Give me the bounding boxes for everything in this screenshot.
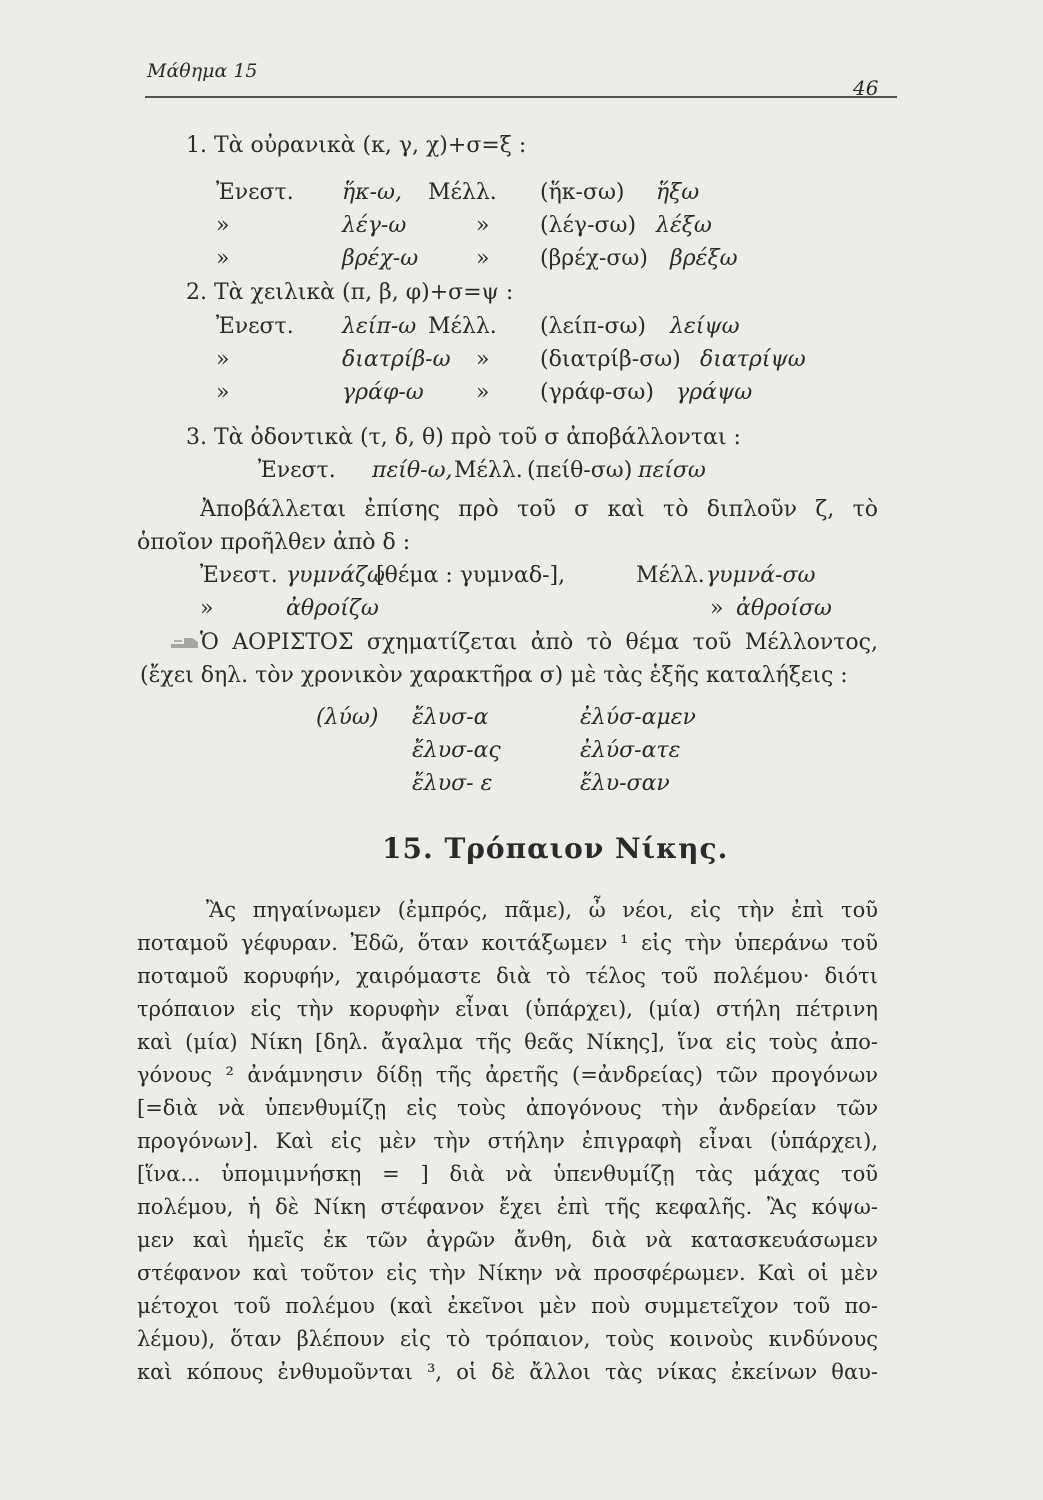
aorist-form: ἔλυσ- ε <box>412 771 493 796</box>
note-line: ὁποῖον προῆλθεν ἀπὸ δ : <box>137 530 411 555</box>
running-header: Μάθημα 15 <box>147 60 258 82</box>
table-cell: Μέλλ. <box>428 314 497 339</box>
passage-line: γόνους ² ἀνάμνησιν δίδῃ τῆς ἀρετῆς (=ἀνδρείας) τῶν προγόνων <box>137 1063 878 1087</box>
passage-line: προγόνων]. Καὶ εἰς μὲν τὴν στήλην ἐπιγραφὴ εἶναι (ὑπάρχει), <box>137 1129 878 1153</box>
table-cell: διατρίβ-ω <box>342 347 451 372</box>
passage-line: στέφανον καὶ τοῦτον εἰς τὴν Νίκην νὰ προσφέρωμεν. Καὶ οἱ μὲν <box>137 1261 878 1285</box>
table-cell: διατρίψω <box>700 347 806 372</box>
passage-line: μέτοχοι τοῦ πολέμου (καὶ ἐκεῖνοι μὲν ποὺ συμμετεῖχον τοῦ πο- <box>137 1294 878 1318</box>
table-cell: Μέλλ. <box>454 458 523 483</box>
pointing-hand-icon <box>170 632 200 652</box>
section-heading-2: 2. Τὰ χειλικὰ (π, β, φ)+σ=ψ : <box>186 280 514 305</box>
aorist-form: ἐλύσ-ατε <box>580 738 681 763</box>
table-cell: » <box>476 380 490 405</box>
header-rule <box>145 96 897 98</box>
passage-line: Ἂς πηγαίνωμεν (ἐμπρός, πᾶμε), ὦ νέοι, εἰς τὴν ἐπὶ τοῦ <box>206 898 878 922</box>
aorist-form: ἐλύσ-αμεν <box>580 705 696 730</box>
table-cell: Ἐνεστ. <box>216 180 294 205</box>
table-cell: (λέγ-σω) <box>540 213 637 238</box>
table-cell: πείθ-ω, <box>372 458 453 483</box>
passage-line: καὶ κόπους ἐνθυμοῦνται ³, οἱ δὲ ἄλλοι τὰς νίκας ἐκείνων θαυ- <box>137 1360 878 1384</box>
passage-line: καὶ (μία) Νίκη [δηλ. ἄγαλμα τῆς θεᾶς Νίκης], ἵνα εἰς τοὺς ἀπο- <box>137 1030 878 1054</box>
table-cell: βρέχ-ω <box>342 246 419 271</box>
table-cell: » <box>710 596 724 621</box>
table-cell: ἥξω <box>656 180 700 205</box>
table-cell: ἥκ-ω, <box>342 180 402 205</box>
table-cell: [θέμα : γυμναδ-], <box>376 563 566 588</box>
table-cell: ἀθροίσω <box>736 596 832 621</box>
table-cell: γυμνάζω <box>286 563 385 588</box>
passage-line: ποταμοῦ κορυφήν, χαιρόμαστε διὰ τὸ τέλος τοῦ πολέμου· διότι <box>137 964 878 988</box>
aorist-verb: (λύω) <box>316 705 379 730</box>
note-line: Ἀποβάλλεται ἐπίσης πρὸ τοῦ σ καὶ τὸ διπλοῦν ζ, τὸ <box>200 497 878 522</box>
table-cell: » <box>476 246 490 271</box>
table-cell: (ἥκ-σω) <box>540 180 625 205</box>
table-cell: Ἐνεστ. <box>216 314 294 339</box>
passage-line: πολέμου, ἡ δὲ Νίκη στέφανον ἔχει ἐπὶ τῆς κεφαλῆς. Ἂς κόψω- <box>137 1195 878 1219</box>
passage-line: μεν καὶ ἡμεῖς ἐκ τῶν ἀγρῶν ἄνθη, διὰ νὰ κατασκευάσωμεν <box>137 1228 878 1252</box>
table-cell: » <box>216 347 230 372</box>
table-cell: Μέλλ. <box>636 563 705 588</box>
table-cell: Ἐνεστ. <box>258 458 336 483</box>
table-cell: Μέλλ. <box>428 180 497 205</box>
table-cell: λείπ-ω <box>342 314 417 339</box>
table-cell: » <box>216 380 230 405</box>
table-cell: βρέξω <box>670 246 738 271</box>
aorist-form: ἔλυσ-α <box>412 705 489 730</box>
table-cell: λέγ-ω <box>342 213 407 238</box>
table-cell: » <box>216 213 230 238</box>
passage-line: τρόπαιον εἰς τὴν κορυφὴν εἶναι (ὑπάρχει), (μία) στήλη πέτρινη <box>137 997 878 1021</box>
table-cell: πείσω <box>638 458 706 483</box>
table-cell: (διατρίβ-σω) <box>540 347 681 372</box>
section-heading-1: 1. Τὰ οὐρανικὰ (κ, γ, χ)+σ=ξ : <box>186 133 527 158</box>
table-cell: γράφ-ω <box>342 380 424 405</box>
table-cell: » <box>216 246 230 271</box>
passage-line: λέμου), ὅταν βλέπουν εἰς τὸ τρόπαιον, τοὺς κοινοὺς κινδύνους <box>137 1327 878 1351</box>
passage-line: [=διὰ νὰ ὑπενθυμίζῃ εἰς τοὺς ἀπογόνους τὴν ἀνδρείαν τῶν <box>137 1096 878 1120</box>
table-cell: (πείθ-σω) <box>527 458 633 483</box>
table-cell: Ἐνεστ. <box>200 563 278 588</box>
table-cell: λέξω <box>656 213 712 238</box>
passage-line: [ἵνα... ὑπομιμνήσκῃ = ] διὰ νὰ ὑπενθυμίζῃ τὰς μάχας τοῦ <box>137 1162 878 1186</box>
table-cell: γράψω <box>676 380 753 405</box>
aorist-line: (ἔχει δηλ. τὸν χρονικὸν χαρακτῆρα σ) μὲ τὰς ἑξῆς καταλήξεις : <box>140 663 848 688</box>
table-cell: » <box>200 596 214 621</box>
table-cell: (γράφ-σω) <box>540 380 654 405</box>
table-cell: » <box>476 347 490 372</box>
table-cell: γυμνά-σω <box>706 563 816 588</box>
table-cell: (βρέχ-σω) <box>540 246 648 271</box>
table-cell: » <box>476 213 490 238</box>
aorist-line: Ὁ ΑΟΡΙΣΤΟΣ σχηματίζεται ἀπὸ τὸ θέμα τοῦ Μέλλοντος, <box>200 630 878 655</box>
aorist-form: ἔλυ-σαν <box>580 771 670 796</box>
table-cell: ἀθροίζω <box>286 596 379 621</box>
table-cell: λείψω <box>670 314 740 339</box>
page-number: 46 <box>853 76 879 100</box>
table-cell: (λείπ-σω) <box>540 314 646 339</box>
lesson-title: 15. Τρόπαιον Νίκης. <box>382 832 729 865</box>
passage-line: ποταμοῦ γέφυραν. Ἐδῶ, ὅταν κοιτάξωμεν ¹ εἰς τὴν ὑπεράνω τοῦ <box>137 931 878 955</box>
section-heading-3: 3. Τὰ ὀδοντικὰ (τ, δ, θ) πρὸ τοῦ σ ἀποβάλλονται : <box>186 425 741 450</box>
aorist-form: ἔλυσ-ας <box>412 738 501 763</box>
